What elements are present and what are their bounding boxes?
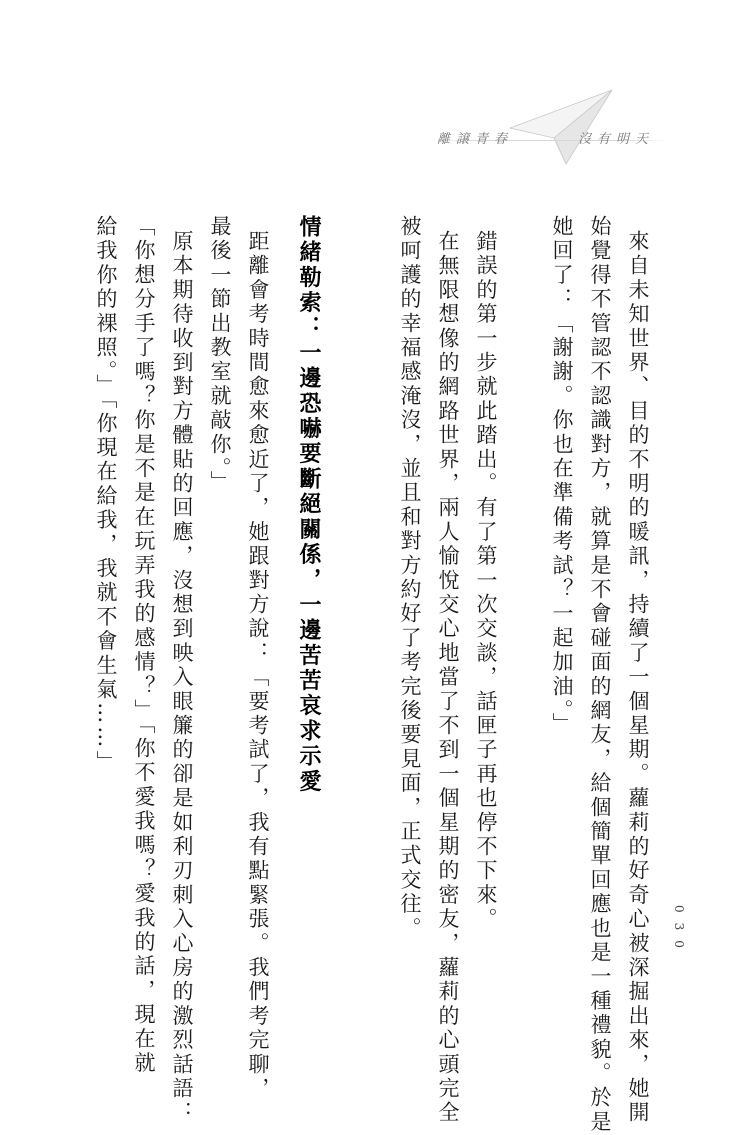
running-header-right: 沒有明天 [578,132,655,147]
paragraph-line: 錯誤的第一步就此踏出。有了第一次交談，話匣子再也停不下來。 [474,230,498,932]
paragraph-line: 給我你的裸照。」「你現在給我，我就不會生氣……」 [94,215,118,775]
paragraph-line: 來自未知世界、目的不明的暖訊，持續了一個星期。蘿莉的好奇心被深掘出來，她開 [626,230,650,1126]
paragraph-line: 被呵護的幸福感淹沒，並且和對方約好了考完後要見面，正式交往。 [398,215,422,941]
section-heading: 情緒勒索：一邊恐嚇要斷絕關係，一邊苦苦哀求示愛 [296,215,322,795]
running-header-left: 離譲青春 [437,132,514,147]
paper-plane-icon [508,88,614,166]
paragraph-line: 距離會考時間愈來愈近了，她跟對方說：「要考試了，我有點緊張。我們考完聊， [246,230,270,1102]
paragraph-line: 「你想分手了嗎？你是不是在玩弄我的感情？」「你不愛我嗎？愛我的話，現在就 [132,215,156,1076]
paragraph-line: 原本期待收到對方體貼的回應，沒想到映入眼簾的卻是如利刃刺入心房的激烈話語： [170,230,194,1126]
paragraph-line: 她回了：「謝謝。你也在準備考試？一起加油。」 [550,215,574,737]
paragraph-line: 在無限想像的網路世界，兩人愉悅交心地當了不到一個星期的密友，蘿莉的心頭完全 [436,230,460,1126]
paragraph-line: 始覺得不管認不認識對方，就算是不會碰面的網友，給個簡單回應也是一種禮貌。於是 [588,215,612,1135]
paragraph-line: 最後一節出教室就敲你。」 [208,215,232,495]
page-number: 030 [672,905,686,958]
